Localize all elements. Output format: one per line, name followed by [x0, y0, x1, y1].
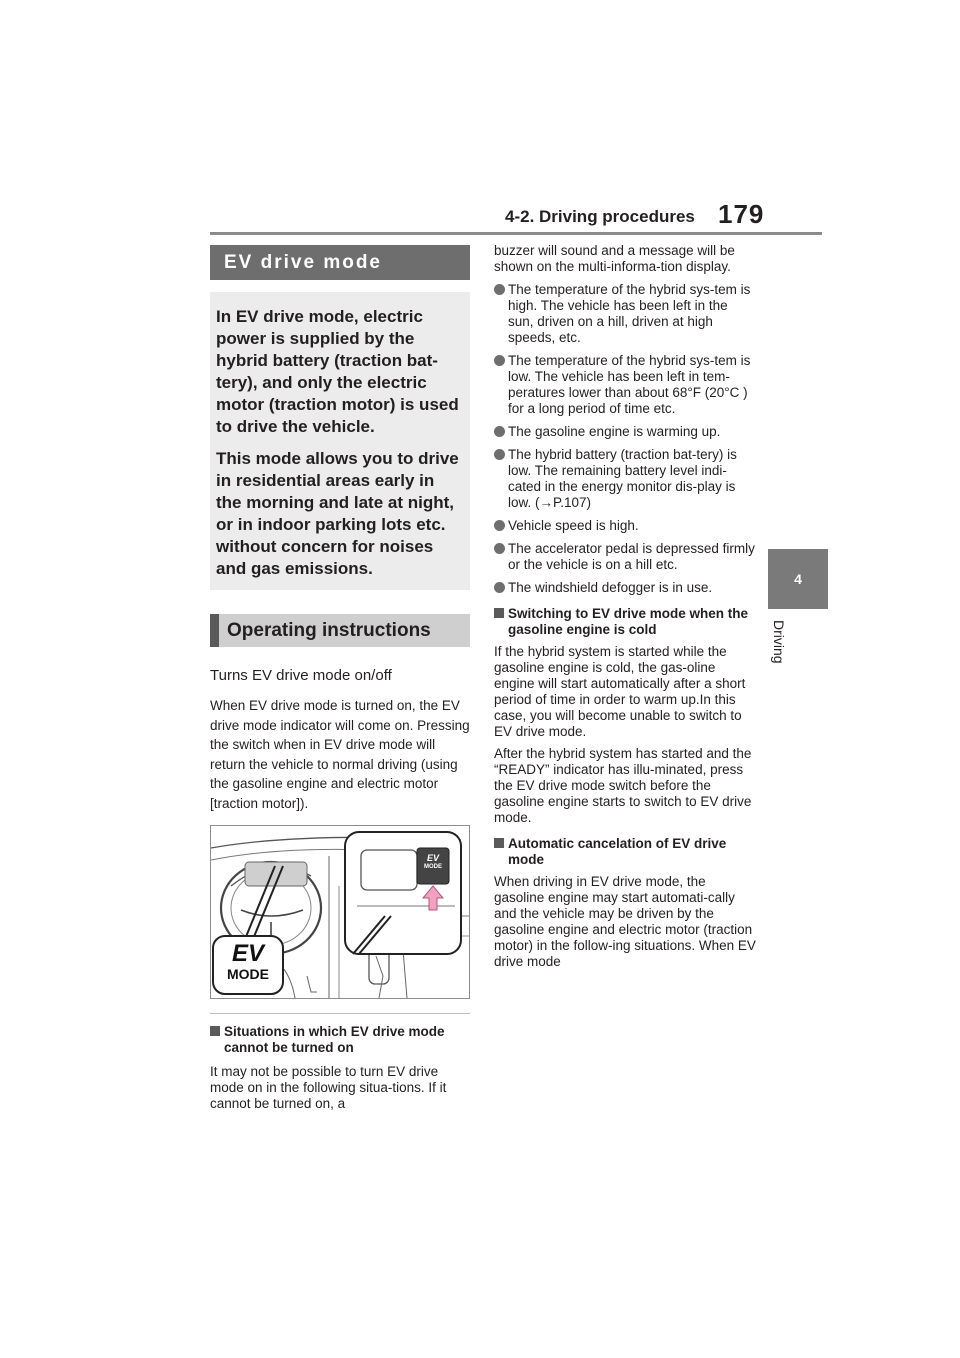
switch-label: EV MODE: [424, 853, 442, 870]
round-bullet-icon: [494, 426, 505, 437]
header-rule: [210, 232, 822, 235]
page-number: 179: [718, 199, 765, 229]
chapter-tab[interactable]: [768, 549, 828, 609]
square-bullet-icon: [210, 1026, 220, 1036]
situation-bullet: The temperature of the hybrid sys-tem is high. The vehicle has been left in the sun, driven on a hill, driven at high speeds, etc.: [494, 282, 756, 346]
operating-instructions-title: Operating instructions: [210, 614, 470, 647]
chapter-label: Driving: [771, 620, 787, 664]
situation-bullet: The gasoline engine is warming up.: [494, 424, 756, 440]
chapter-number: 4: [794, 571, 802, 587]
round-bullet-icon: [494, 543, 505, 554]
cold-engine-paragraph-1: If the hybrid system is started while the gasoline engine is cold, the gas-oline engine will start automatically after a short period of time in order to warm up.In this case, you will become unable to switch to EV drive mode.: [494, 644, 746, 739]
ev-mode-badge: EV MODE: [227, 940, 269, 982]
situation-bullet: Vehicle speed is high.: [494, 518, 756, 534]
round-bullet-icon: [494, 355, 505, 366]
ops-body: When EV drive mode is turned on, the EV drive mode indicator will come on. Pressing the switch when in EV drive mode will return the vehicle to normal driving (using the gasoline engine and electric motor [traction motor]).: [210, 698, 470, 811]
ops-heading: Turns EV drive mode on/off: [210, 667, 392, 684]
ev-drive-mode-title: EV drive mode: [210, 245, 470, 280]
left-column: [210, 245, 470, 1112]
figure-divider: [210, 1013, 470, 1014]
header-section-title: 4-2. Driving procedures: [505, 207, 695, 226]
round-bullet-icon: [494, 520, 505, 531]
situations-body: It may not be possible to turn EV drive mode on in the following situa-tions. If it cannot be turned on, a: [210, 1064, 447, 1111]
cold-engine-paragraph-2: After the hybrid system has started and the “READY” indicator has illu-minated, press the EV drive mode switch before the gasoline engine starts to switch to EV drive mode.: [494, 746, 752, 825]
situation-bullet: The accelerator pedal is depressed firmly or the vehicle is on a hill etc.: [494, 541, 756, 573]
round-bullet-icon: [494, 284, 505, 295]
square-bullet-icon: [494, 608, 504, 618]
auto-cancel-heading: Automatic cancelation of EV drive mode: [494, 836, 756, 868]
ev-intro-paragraph-1: In EV drive mode, electric power is supplied by the hybrid battery (traction bat-tery), and only the electric motor (traction motor) is used to drive the vehicle.: [216, 307, 459, 436]
round-bullet-icon: [494, 582, 505, 593]
situation-bullet: The windshield defogger is in use.: [494, 580, 756, 596]
ev-mode-switch-figure: [210, 825, 470, 999]
auto-cancel-body: When driving in EV drive mode, the gasoline engine may start automati-cally and the vehicle may be driven by the gasoline engine and electric motor (traction motor) in the follow-ing situations. When EV drive mode: [494, 874, 756, 969]
situation-bullet: The hybrid battery (traction bat-tery) is low. The remaining battery level indi-cated in the energy monitor dis-play is low. (→P.107): [494, 447, 756, 511]
ev-intro-paragraph-2: This mode allows you to drive in residential areas early in the morning and late at night, or in indoor parking lots etc. without concern for noises and gas emissions.: [216, 449, 459, 578]
ev-intro-box: [210, 292, 470, 590]
right-column: [494, 243, 756, 970]
situation-bullet: The temperature of the hybrid sys-tem is low. The vehicle has been left in tem-peratures lower than about 68°F (20°C ) for a long period of time etc.: [494, 353, 756, 417]
situations-body-continued: buzzer will sound and a message will be shown on the multi-informa-tion display.: [494, 243, 735, 274]
square-bullet-icon: [494, 838, 504, 848]
cold-engine-heading: Switching to EV drive mode when the gasoline engine is cold: [494, 606, 756, 638]
situations-heading: Situations in which EV drive mode cannot be turned on: [210, 1024, 470, 1056]
operating-instructions-section: [210, 614, 470, 1112]
round-bullet-icon: [494, 449, 505, 460]
